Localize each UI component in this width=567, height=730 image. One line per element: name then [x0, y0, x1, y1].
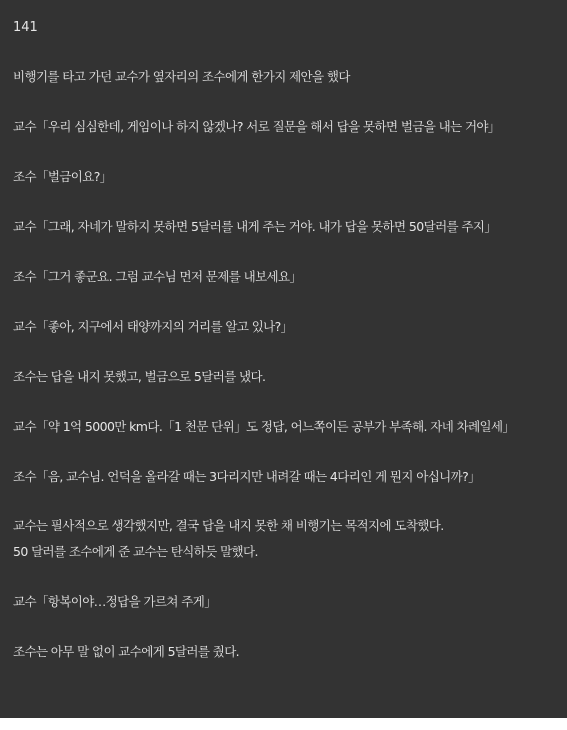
- story-line: 교수「우리 심심한데, 게임이나 하지 않겠나? 서로 질문을 해서 답을 못하면 벌금을 내는 거야」: [13, 119, 500, 134]
- story-line: 교수「항복이야…정답을 가르쳐 주게」: [13, 594, 217, 609]
- post-number: 141: [13, 20, 38, 35]
- story-line: 조수「벌금이요?」: [13, 169, 112, 184]
- story-line: 조수「그거 좋군요. 그럼 교수님 먼저 문제를 내보세요」: [13, 269, 302, 284]
- story-line: 조수는 아무 말 없이 교수에게 5달러를 줬다.: [13, 644, 240, 659]
- story-line: 교수「좋아, 지구에서 태양까지의 거리를 알고 있나?」: [13, 319, 293, 334]
- story-line: 50 달러를 조수에게 준 교수는 탄식하듯 말했다.: [13, 544, 258, 559]
- story-line: 비행기를 타고 가던 교수가 옆자리의 조수에게 한가지 제안을 했다: [13, 69, 350, 84]
- story-line: 조수「음, 교수님. 언덕을 올라갈 때는 3다리지만 내려갈 때는 4다리인 게 뭔지 아십니까?」: [13, 469, 481, 484]
- story-line: 교수는 필사적으로 생각했지만, 결국 답을 내지 못한 채 비행기는 목적지에 도착했다.: [13, 518, 444, 533]
- story-line: 교수「그래, 자네가 말하지 못하면 5달러를 내게 주는 거야. 내가 답을 못하면 50달러를 주지」: [13, 219, 497, 234]
- story-line: 조수는 답을 내지 못했고, 벌금으로 5달러를 냈다.: [13, 369, 266, 384]
- story-line: 교수「약 1억 5000만 km다.「1 천문 단위」도 정답, 어느쪽이든 공부가 부족해. 자네 차례일세」: [13, 419, 515, 434]
